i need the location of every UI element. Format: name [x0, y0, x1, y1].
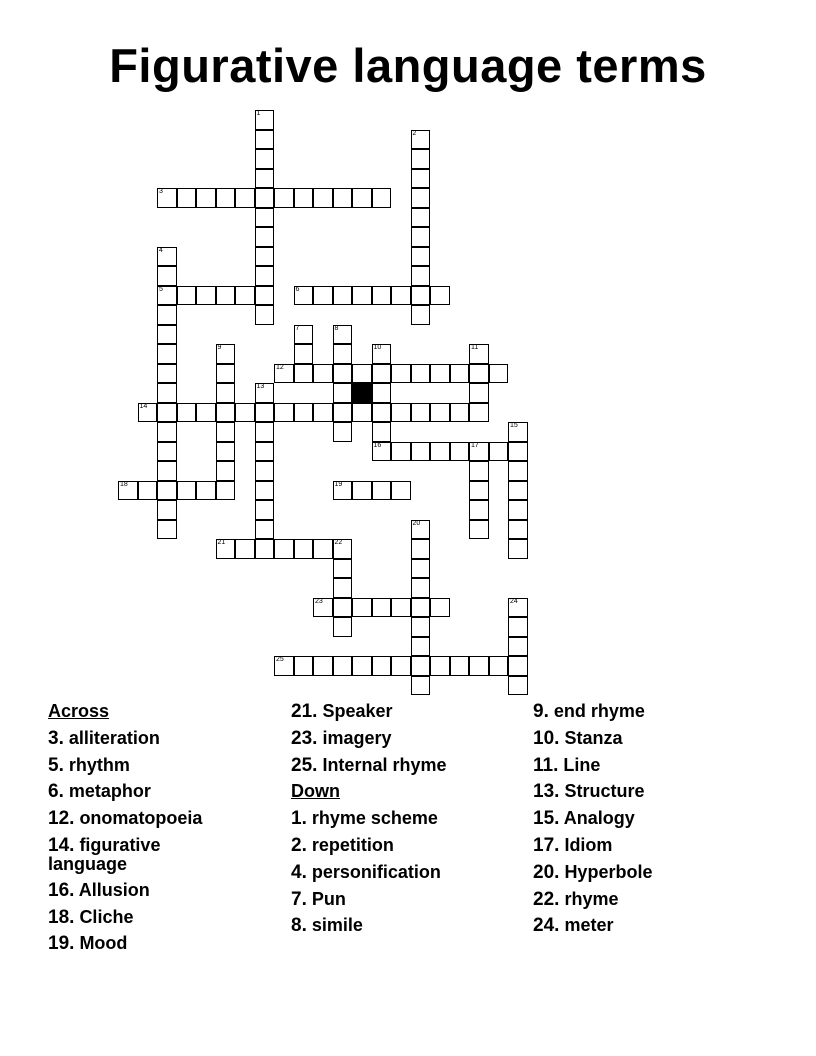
grid-cell[interactable] — [391, 598, 411, 618]
grid-cell[interactable] — [294, 325, 314, 345]
clue-item[interactable] — [291, 729, 531, 748]
clue-number-label: 20. — [533, 861, 560, 883]
grid-cell[interactable] — [450, 442, 470, 462]
grid-cell[interactable] — [274, 656, 294, 676]
clue-number: 12 — [276, 363, 284, 371]
clue-number-label: 7. — [291, 888, 307, 910]
grid-cell[interactable] — [489, 656, 509, 676]
grid-cell[interactable] — [333, 656, 353, 676]
grid-cell[interactable] — [411, 149, 431, 169]
clue-item[interactable] — [533, 809, 773, 828]
clue-number: 25 — [276, 656, 284, 663]
grid-cell[interactable] — [216, 481, 236, 501]
grid-cell[interactable] — [469, 403, 489, 423]
grid-cell[interactable] — [216, 442, 236, 462]
grid-cell[interactable] — [294, 188, 314, 208]
clue-number-label: 3. — [48, 727, 64, 749]
clue-number-label: 6. — [48, 781, 64, 803]
grid-cell[interactable] — [274, 364, 294, 384]
grid-cell[interactable] — [294, 403, 314, 423]
clue-number: 20 — [412, 519, 421, 527]
clue-item[interactable] — [291, 916, 531, 935]
grid-cell[interactable] — [411, 598, 431, 618]
grid-cell[interactable] — [255, 305, 275, 325]
clue-item[interactable] — [48, 756, 288, 775]
grid-cell[interactable] — [411, 403, 431, 423]
clue-number: 16 — [373, 441, 382, 449]
grid-cell[interactable] — [157, 325, 177, 345]
clue-text: Stanza — [564, 727, 623, 748]
grid-cell[interactable] — [177, 403, 197, 423]
grid-cell[interactable] — [411, 617, 431, 637]
grid-cell[interactable] — [469, 442, 489, 462]
clue-item[interactable] — [291, 702, 531, 721]
grid-cell[interactable] — [372, 188, 392, 208]
clue-item[interactable] — [533, 863, 773, 882]
grid-cell[interactable] — [411, 676, 431, 696]
grid-cell[interactable] — [177, 286, 197, 306]
grid-cell[interactable] — [391, 403, 411, 423]
clue-item[interactable] — [291, 890, 531, 909]
grid-cell[interactable] — [255, 169, 275, 189]
grid-cell[interactable] — [216, 403, 236, 423]
grid-cell[interactable] — [313, 286, 333, 306]
clue-text: onomatopoeia — [79, 808, 203, 829]
grid-cell[interactable] — [333, 578, 353, 598]
grid-cell[interactable] — [333, 539, 353, 559]
clue-number-label: 2. — [291, 835, 307, 856]
grid-cell[interactable] — [216, 364, 236, 384]
grid-cell[interactable] — [411, 539, 431, 559]
clue-number: 21 — [217, 539, 226, 546]
clue-number-label: 1. — [291, 808, 307, 830]
grid-cell[interactable] — [157, 247, 177, 267]
grid-cell[interactable] — [411, 227, 431, 247]
clue-text: rhyme — [564, 888, 619, 909]
grid-cell[interactable] — [411, 188, 431, 208]
grid-cell[interactable] — [313, 598, 333, 618]
grid-cell[interactable] — [372, 422, 392, 442]
clue-text: Mood — [79, 933, 128, 954]
grid-cell[interactable] — [294, 286, 314, 306]
clue-text: Line — [563, 754, 601, 775]
clue-number: 2 — [412, 129, 417, 137]
grid-cell[interactable] — [274, 188, 294, 208]
grid-cell[interactable] — [411, 559, 431, 579]
grid-cell[interactable] — [430, 656, 450, 676]
grid-cell[interactable] — [411, 442, 431, 462]
grid-cell[interactable] — [216, 286, 236, 306]
clue-number: 9 — [217, 344, 222, 351]
grid-cell[interactable] — [216, 383, 236, 403]
grid-cell[interactable] — [138, 481, 158, 501]
grid-cell[interactable] — [333, 403, 353, 423]
clue-item[interactable] — [291, 809, 531, 828]
grid-cell[interactable] — [508, 676, 528, 696]
clue-number: 7 — [295, 324, 300, 332]
grid-cell[interactable] — [235, 403, 255, 423]
clue-number: 1 — [256, 110, 261, 117]
grid-cell[interactable] — [138, 403, 158, 423]
clue-text: rhythm — [68, 754, 130, 775]
grid-cell[interactable] — [411, 208, 431, 228]
clue-text: Internal rhyme — [322, 754, 447, 775]
grid-cell[interactable] — [255, 383, 275, 403]
grid-cell[interactable] — [430, 403, 450, 423]
grid-cell[interactable] — [157, 403, 177, 423]
grid-cell[interactable] — [333, 364, 353, 384]
clue-item[interactable] — [533, 782, 773, 801]
grid-cell[interactable] — [352, 656, 372, 676]
grid-cell[interactable] — [177, 188, 197, 208]
grid-cell[interactable] — [157, 481, 177, 501]
grid-cell[interactable] — [157, 344, 177, 364]
grid-cell[interactable] — [255, 481, 275, 501]
clue-number: 8 — [334, 324, 339, 332]
clue-text: end rhyme — [553, 701, 645, 721]
grid-cell[interactable] — [255, 403, 275, 423]
clue-item[interactable] — [533, 890, 773, 909]
grid-cell[interactable] — [372, 364, 392, 384]
grid-cell[interactable] — [450, 403, 470, 423]
grid-cell[interactable] — [255, 442, 275, 462]
grid-cell[interactable] — [216, 461, 236, 481]
grid-cell[interactable] — [294, 656, 314, 676]
clue-text: repetition — [311, 835, 394, 855]
clue-number: 14 — [139, 402, 148, 410]
grid-cell[interactable] — [235, 188, 255, 208]
grid-cell[interactable] — [255, 208, 275, 228]
grid-cell[interactable] — [352, 481, 372, 501]
clue-number: 6 — [295, 285, 300, 293]
grid-cell[interactable] — [333, 188, 353, 208]
grid-cell[interactable] — [157, 422, 177, 442]
grid-cell[interactable] — [313, 188, 333, 208]
grid-cell[interactable] — [333, 422, 353, 442]
grid-cell[interactable] — [157, 286, 177, 306]
clue-text: Speaker — [322, 701, 393, 721]
grid-cell[interactable] — [411, 130, 431, 150]
grid-cell[interactable] — [469, 500, 489, 520]
clue-item[interactable] — [533, 916, 773, 935]
grid-cell[interactable] — [411, 247, 431, 267]
clue-text: simile — [311, 915, 363, 936]
grid-cell[interactable] — [196, 188, 216, 208]
grid-cell[interactable] — [411, 578, 431, 598]
grid-cell[interactable] — [469, 383, 489, 403]
clue-number-label: 22. — [533, 888, 560, 910]
grid-cell[interactable] — [313, 364, 333, 384]
grid-cell[interactable] — [294, 539, 314, 559]
grid-cell[interactable] — [508, 500, 528, 520]
grid-cell[interactable] — [508, 481, 528, 501]
grid-cell[interactable] — [333, 481, 353, 501]
grid-cell[interactable] — [411, 637, 431, 657]
clue-number-label: 21. — [291, 701, 318, 722]
clue-number-label: 16. — [48, 879, 75, 901]
grid-cell[interactable] — [508, 637, 528, 657]
clue-number: 22 — [334, 539, 343, 546]
grid-cell[interactable] — [255, 422, 275, 442]
grid-cell[interactable] — [333, 598, 353, 618]
grid-cell[interactable] — [118, 481, 138, 501]
grid-cell[interactable] — [391, 481, 411, 501]
clue-number: 4 — [159, 246, 163, 254]
clue-item[interactable] — [291, 836, 531, 855]
grid-cell[interactable] — [313, 656, 333, 676]
clue-text: alliteration — [68, 727, 160, 748]
clue-text: Allusion — [78, 879, 150, 900]
clue-number: 13 — [256, 383, 265, 390]
grid-cell[interactable] — [255, 227, 275, 247]
grid-cell[interactable] — [508, 617, 528, 637]
grid-cell[interactable] — [469, 344, 489, 364]
grid-cell[interactable] — [352, 188, 372, 208]
grid-cell[interactable] — [372, 286, 392, 306]
grid-cell[interactable] — [411, 364, 431, 384]
clue-number: 11 — [471, 344, 479, 351]
grid-cell[interactable] — [157, 364, 177, 384]
grid-cell[interactable] — [469, 481, 489, 501]
grid-cell[interactable] — [411, 305, 431, 325]
clue-item[interactable] — [48, 908, 288, 927]
grid-cell[interactable] — [235, 286, 255, 306]
grid-cell[interactable] — [489, 442, 509, 462]
grid-cell[interactable] — [391, 364, 411, 384]
grid-cell[interactable] — [508, 520, 528, 540]
grid-cell[interactable] — [294, 364, 314, 384]
grid-cell[interactable] — [430, 442, 450, 462]
grid-cell[interactable] — [255, 130, 275, 150]
grid-cell[interactable] — [216, 422, 236, 442]
clue-number-label: 11. — [533, 754, 559, 776]
grid-cell[interactable] — [352, 598, 372, 618]
grid-cell[interactable] — [372, 481, 392, 501]
clue-number: 3 — [159, 188, 163, 195]
clue-text: Analogy — [563, 808, 635, 829]
clue-item[interactable] — [48, 836, 288, 874]
grid-cell[interactable] — [352, 403, 372, 423]
clue-text: Structure — [564, 781, 645, 802]
clue-item[interactable] — [291, 756, 531, 775]
grid-cell[interactable] — [430, 286, 450, 306]
grid-cell[interactable] — [372, 403, 392, 423]
clue-text: Cliche — [79, 906, 134, 927]
grid-cell[interactable] — [372, 344, 392, 364]
grid-cell[interactable] — [313, 403, 333, 423]
grid-cell[interactable] — [216, 344, 236, 364]
clue-text: Pun — [311, 888, 346, 909]
grid-cell[interactable] — [469, 364, 489, 384]
grid-cell[interactable] — [391, 442, 411, 462]
grid-cell[interactable] — [508, 598, 528, 618]
grid-cell[interactable] — [333, 383, 353, 403]
clue-text: figurative — [79, 835, 161, 855]
clue-item[interactable] — [533, 729, 773, 748]
clue-item[interactable] — [48, 881, 288, 900]
grid-cell[interactable] — [216, 188, 236, 208]
grid-cell[interactable] — [196, 286, 216, 306]
grid-cell[interactable] — [391, 286, 411, 306]
clue-number-label: 5. — [48, 754, 64, 776]
grid-cell[interactable] — [508, 442, 528, 462]
grid-cell[interactable] — [508, 656, 528, 676]
grid-cell[interactable] — [411, 656, 431, 676]
puzzle-title: Figurative language terms — [109, 39, 707, 92]
grid-cell[interactable] — [469, 461, 489, 481]
clue-number: 10 — [373, 344, 382, 351]
grid-cell[interactable] — [157, 266, 177, 286]
grid-cell[interactable] — [255, 461, 275, 481]
clue-item[interactable] — [48, 934, 288, 953]
grid-cell[interactable] — [255, 500, 275, 520]
clue-text-continued: language — [48, 854, 128, 874]
clue-number-label: 19. — [48, 933, 75, 955]
grid-cell[interactable] — [255, 149, 275, 169]
grid-cell[interactable] — [391, 656, 411, 676]
clue-item[interactable] — [48, 729, 288, 748]
clue-number-label: 15. — [533, 808, 560, 830]
clue-number-label: 4. — [291, 861, 307, 883]
grid-cell[interactable] — [508, 539, 528, 559]
clue-number-label: 17. — [533, 835, 560, 856]
clue-number: 23 — [315, 597, 323, 605]
grid-cell[interactable] — [489, 364, 509, 384]
grid-cell[interactable] — [333, 344, 353, 364]
grid-cell[interactable] — [450, 364, 470, 384]
black-cell — [352, 383, 372, 403]
clue-text: personification — [311, 861, 441, 882]
grid-cell[interactable] — [274, 539, 294, 559]
grid-cell[interactable] — [469, 656, 489, 676]
clue-number-label: 9. — [533, 701, 549, 722]
grid-cell[interactable] — [274, 403, 294, 423]
grid-cell[interactable] — [216, 539, 236, 559]
grid-cell[interactable] — [411, 169, 431, 189]
grid-cell[interactable] — [333, 286, 353, 306]
clue-number: 19 — [334, 480, 343, 488]
grid-cell[interactable] — [372, 656, 392, 676]
grid-cell[interactable] — [177, 481, 197, 501]
clue-number: 5 — [159, 285, 163, 293]
grid-cell[interactable] — [255, 520, 275, 540]
grid-cell[interactable] — [411, 520, 431, 540]
grid-cell[interactable] — [372, 442, 392, 462]
grid-cell[interactable] — [430, 598, 450, 618]
grid-cell[interactable] — [235, 539, 255, 559]
grid-cell[interactable] — [255, 266, 275, 286]
clue-item[interactable] — [533, 756, 773, 775]
clue-number: 18 — [120, 480, 128, 488]
clue-number: 15 — [510, 422, 518, 429]
grid-cell[interactable] — [372, 598, 392, 618]
grid-cell[interactable] — [508, 422, 528, 442]
grid-cell[interactable] — [372, 383, 392, 403]
clue-number-label: 12. — [48, 808, 75, 830]
grid-cell[interactable] — [157, 461, 177, 481]
clue-number-label: 13. — [533, 781, 560, 803]
grid-cell[interactable] — [255, 247, 275, 267]
grid-cell[interactable] — [352, 286, 372, 306]
grid-cell[interactable] — [157, 500, 177, 520]
grid-cell[interactable] — [430, 364, 450, 384]
grid-cell[interactable] — [157, 188, 177, 208]
clue-number-label: 18. — [48, 906, 75, 928]
clue-number-label: 8. — [291, 915, 307, 937]
clue-number-label: 14. — [48, 835, 75, 856]
grid-cell[interactable] — [313, 539, 333, 559]
grid-cell[interactable] — [157, 520, 177, 540]
grid-cell[interactable] — [333, 617, 353, 637]
grid-cell[interactable] — [255, 188, 275, 208]
grid-cell[interactable] — [255, 539, 275, 559]
clue-number-label: 24. — [533, 915, 560, 937]
grid-cell[interactable] — [294, 344, 314, 364]
clue-item[interactable] — [48, 809, 288, 828]
grid-cell[interactable] — [411, 286, 431, 306]
clue-item[interactable] — [48, 782, 288, 801]
grid-cell[interactable] — [157, 442, 177, 462]
clue-item[interactable] — [533, 702, 773, 721]
clue-text: imagery — [322, 727, 392, 748]
clue-item[interactable] — [533, 836, 773, 855]
clue-number: 24 — [510, 597, 518, 605]
clue-number-label: 25. — [291, 754, 318, 776]
clue-text: metaphor — [68, 781, 151, 802]
grid-cell[interactable] — [411, 266, 431, 286]
grid-cell[interactable] — [450, 656, 470, 676]
clue-text: Idiom — [564, 835, 613, 855]
clue-number-label: 23. — [291, 727, 318, 749]
clue-text: rhyme scheme — [311, 808, 438, 829]
grid-cell[interactable] — [255, 286, 275, 306]
grid-cell[interactable] — [469, 520, 489, 540]
across-heading: Across — [48, 701, 110, 721]
grid-cell[interactable] — [255, 110, 275, 130]
grid-cell[interactable] — [352, 364, 372, 384]
clue-text: Hyperbole — [564, 861, 653, 882]
clue-number-label: 10. — [533, 727, 560, 749]
grid-cell[interactable] — [157, 383, 177, 403]
grid-cell[interactable] — [508, 461, 528, 481]
clue-item[interactable] — [291, 863, 531, 882]
grid-cell[interactable] — [333, 559, 353, 579]
grid-cell[interactable] — [333, 325, 353, 345]
clue-number: 17 — [471, 441, 479, 449]
grid-cell[interactable] — [157, 305, 177, 325]
down-heading: Down — [291, 781, 340, 802]
clue-text: meter — [564, 915, 614, 936]
grid-cell[interactable] — [196, 481, 216, 501]
grid-cell[interactable] — [196, 403, 216, 423]
